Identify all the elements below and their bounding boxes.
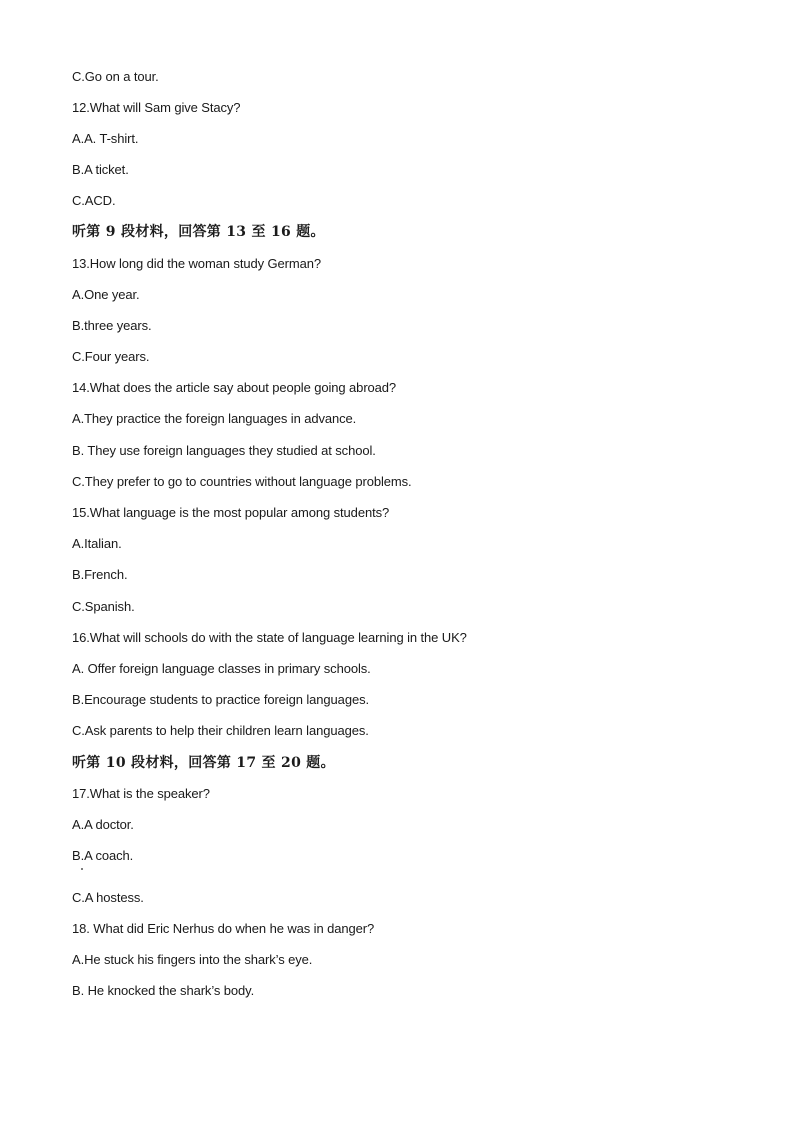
option-15b: B.French. [72,567,128,582]
option-12b: B.A ticket. [72,162,129,177]
question-15: 15.What language is the most popular among students? [72,505,390,520]
stray-mark [81,868,83,870]
question-12: 12.What will Sam give Stacy? [72,100,241,115]
section-heading-9: 听第 9 段材料，回答第 13 至 16 题。 [72,224,325,240]
option-13c: C.Four years. [72,349,150,364]
option-16c: C.Ask parents to help their children learn languages. [72,723,369,738]
option-15c: C.Spanish. [72,599,135,614]
option-13a: A.One year. [72,287,140,302]
option-18a: A.He stuck his fingers into the shark’s eye. [72,952,313,967]
option-13b: B.three years. [72,318,152,333]
option-17b: B.A coach. [72,848,134,863]
option-12a: A.A. T-shirt. [72,131,139,146]
question-14: 14.What does the article say about people going abroad? [72,380,397,395]
option-17a: A.A doctor. [72,817,134,832]
option-15a: A.Italian. [72,536,122,551]
question-17: 17.What is the speaker? [72,786,210,801]
section-heading-10: 听第 10 段材料，回答第 17 至 20 题。 [72,755,335,771]
option-12c: C.ACD. [72,193,116,208]
option-17c: C.A hostess. [72,890,144,905]
option-14a: A.They practice the foreign languages in advance. [72,411,357,426]
option-18b: B. He knocked the shark’s body. [72,983,255,998]
option-11c: C.Go on a tour. [72,69,159,84]
option-14b: B. They use foreign languages they studied at school. [72,443,376,458]
question-18: 18. What did Eric Nerhus do when he was in danger? [72,921,375,936]
question-16: 16.What will schools do with the state of language learning in the UK? [72,630,467,645]
option-16a: A. Offer foreign language classes in primary schools. [72,661,371,676]
option-16b: B.Encourage students to practice foreign languages. [72,692,369,707]
option-14c: C.They prefer to go to countries without language problems. [72,474,412,489]
question-13: 13.How long did the woman study German? [72,256,322,271]
